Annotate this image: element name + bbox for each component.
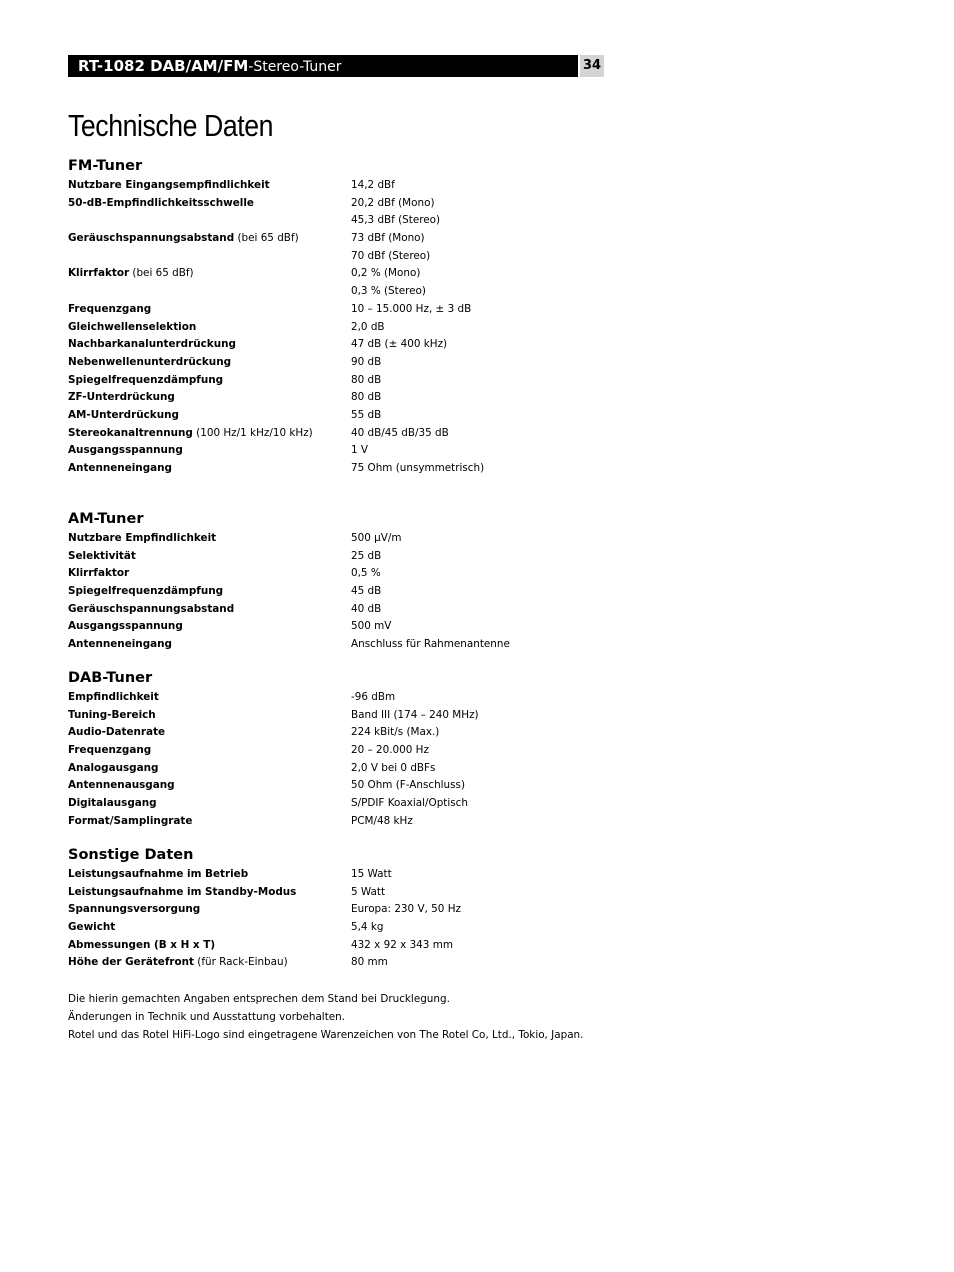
spec-row	[68, 548, 628, 566]
spec-value: 20 – 20.000 Hz	[351, 744, 429, 757]
spec-value: S/PDIF Koaxial/Optisch	[351, 797, 468, 810]
spec-label	[68, 407, 351, 425]
spec-label	[68, 248, 351, 266]
spec-label	[68, 372, 351, 390]
spec-row	[68, 442, 628, 460]
page-number: 34	[580, 55, 604, 77]
spec-row	[68, 565, 628, 583]
section-sonstige-daten	[68, 846, 628, 972]
spec-label	[68, 389, 351, 407]
spec-value: 2,0 V bei 0 dBFs	[351, 761, 436, 774]
spec-value: 40 dB	[351, 602, 382, 615]
spec-name: Format/Samplingrate	[68, 814, 193, 827]
spec-value: 0,5 %	[351, 567, 381, 580]
spec-label	[68, 283, 351, 301]
spec-row	[68, 583, 628, 601]
spec-row	[68, 248, 628, 266]
spec-label	[68, 689, 351, 707]
spec-label	[68, 954, 351, 972]
spec-value: 5 Watt	[351, 885, 386, 898]
spec-row	[68, 937, 628, 955]
spec-row	[68, 866, 628, 884]
spec-row	[68, 636, 628, 654]
page-title: Technische Daten	[68, 108, 274, 143]
section-heading: DAB-Tuner	[68, 670, 153, 686]
spec-row	[68, 319, 628, 337]
spec-value: 80 dB	[351, 391, 382, 404]
section-am-tuner	[68, 510, 628, 654]
footnotes	[68, 990, 583, 1045]
spec-name: Frequenzgang	[68, 744, 152, 757]
spec-label	[68, 636, 351, 654]
spec-label	[68, 230, 351, 248]
spec-list	[68, 530, 628, 654]
spec-row	[68, 177, 628, 195]
spec-name: Empfindlichkeit	[68, 691, 159, 703]
spec-label	[68, 460, 351, 478]
spec-label	[68, 866, 351, 884]
spec-value: 10 – 15.000 Hz, ± 3 dB	[351, 302, 472, 315]
spec-label	[68, 425, 351, 443]
spec-label	[68, 742, 351, 760]
spec-label	[68, 301, 351, 319]
section-heading: Sonstige Daten	[68, 847, 194, 863]
spec-row	[68, 919, 628, 937]
spec-label	[68, 618, 351, 636]
spec-value: 5,4 kg	[351, 921, 384, 934]
spec-row	[68, 724, 628, 742]
spec-name: Ausgangsspannung	[68, 620, 183, 633]
spec-name: Höhe der Gerätefront	[68, 956, 194, 969]
spec-name: Spannungsversorgung	[68, 903, 201, 916]
spec-row	[68, 901, 628, 919]
spec-row	[68, 354, 628, 372]
spec-label	[68, 212, 351, 230]
spec-row	[68, 760, 628, 778]
spec-value: PCM/48 kHz	[351, 814, 413, 827]
spec-label	[68, 795, 351, 813]
spec-name: Selektivität	[68, 549, 136, 562]
spec-row	[68, 601, 628, 619]
spec-value: 80 dB	[351, 373, 382, 386]
spec-row	[68, 795, 628, 813]
spec-value: Anschluss für Rahmenantenne	[351, 638, 510, 651]
spec-name: Klirrfaktor	[68, 567, 130, 580]
spec-name: Analogausgang	[68, 761, 159, 774]
spec-name: Spiegelfrequenzdämpfung	[68, 585, 224, 598]
spec-row	[68, 283, 628, 301]
spec-value: 50 Ohm (F-Anschluss)	[351, 779, 466, 792]
spec-value: 500 mV	[351, 620, 392, 633]
spec-name: Stereokanaltrennung	[68, 426, 193, 439]
spec-row	[68, 389, 628, 407]
footnote: Änderungen in Technik und Ausstattung vorbehalten.	[68, 1011, 346, 1024]
spec-name: AM-Unterdrückung	[68, 408, 179, 421]
spec-name: Abmessungen (B x H x T)	[68, 938, 216, 951]
spec-name: Leistungsaufnahme im Betrieb	[68, 868, 249, 880]
spec-name: Nebenwellenunterdrückung	[68, 355, 232, 368]
spec-label	[68, 813, 351, 831]
spec-label	[68, 195, 351, 213]
spec-name: Geräuschspannungsabstand	[68, 602, 235, 615]
spec-list	[68, 866, 628, 972]
spec-list	[68, 689, 628, 831]
spec-label	[68, 354, 351, 372]
header-model: RT-1082 DAB/AM/FM	[78, 57, 249, 75]
spec-note: (bei 65 dBf)	[129, 267, 194, 280]
spec-label	[68, 760, 351, 778]
spec-row	[68, 195, 628, 213]
spec-name: Audio-Datenrate	[68, 726, 166, 739]
spec-value: 0,2 % (Mono)	[351, 267, 421, 280]
footnote: Rotel und das Rotel HiFi-Logo sind eingetragene Warenzeichen von The Rotel Co, Ltd., Tokio, Japan.	[68, 1029, 584, 1042]
spec-label	[68, 937, 351, 955]
spec-value: 432 x 92 x 343 mm	[351, 938, 453, 951]
spec-label	[68, 601, 351, 619]
spec-label	[68, 265, 351, 283]
spec-label	[68, 884, 351, 902]
spec-label	[68, 336, 351, 354]
spec-value: 80 mm	[351, 956, 388, 969]
spec-row	[68, 530, 628, 548]
spec-name: Nachbarkanalunterdrückung	[68, 338, 236, 351]
spec-value: 55 dB	[351, 408, 382, 421]
spec-value: 0,3 % (Stereo)	[351, 285, 426, 298]
spec-name: Antenneneingang	[68, 462, 172, 474]
spec-name: Geräuschspannungsabstand	[68, 232, 235, 245]
spec-name: Antennenausgang	[68, 779, 175, 792]
spec-name: Klirrfaktor	[68, 267, 130, 280]
spec-value: 2,0 dB	[351, 320, 385, 333]
spec-value: 14,2 dBf	[351, 179, 395, 191]
spec-value: 45 dB	[351, 585, 382, 598]
spec-row	[68, 407, 628, 425]
spec-label	[68, 777, 351, 795]
spec-label	[68, 724, 351, 742]
spec-value: 90 dB	[351, 355, 382, 368]
spec-label	[68, 583, 351, 601]
spec-note: (für Rack-Einbau)	[194, 956, 288, 969]
spec-value: 500 µV/m	[351, 532, 402, 544]
spec-label	[68, 530, 351, 548]
spec-name: Nutzbare Eingangsempfindlichkeit	[68, 179, 270, 191]
spec-row	[68, 954, 628, 972]
spec-row	[68, 301, 628, 319]
spec-label	[68, 707, 351, 725]
header-bar	[68, 55, 578, 77]
spec-value: 20,2 dBf (Mono)	[351, 196, 435, 209]
spec-list	[68, 177, 628, 478]
spec-row	[68, 707, 628, 725]
section-dab-tuner	[68, 669, 628, 831]
spec-value: Europa: 230 V, 50 Hz	[351, 903, 461, 916]
spec-label	[68, 919, 351, 937]
spec-row	[68, 425, 628, 443]
spec-value: 40 dB/45 dB/35 dB	[351, 426, 449, 439]
spec-label	[68, 177, 351, 195]
spec-name: Spiegelfrequenzdämpfung	[68, 373, 224, 386]
spec-value: 1 V	[351, 444, 369, 457]
spec-value: 47 dB (± 400 kHz)	[351, 338, 448, 351]
spec-row	[68, 265, 628, 283]
spec-row	[68, 460, 628, 478]
spec-value: 73 dBf (Mono)	[351, 232, 425, 245]
spec-row	[68, 813, 628, 831]
spec-row	[68, 884, 628, 902]
spec-name: Frequenzgang	[68, 302, 152, 315]
spec-value: 70 dBf (Stereo)	[351, 249, 431, 262]
spec-value: 224 kBit/s (Max.)	[351, 726, 440, 739]
footnote: Die hierin gemachten Angaben entsprechen dem Stand bei Drucklegung.	[68, 993, 450, 1005]
spec-name: Ausgangsspannung	[68, 444, 183, 457]
header-suffix: -Stereo-Tuner	[248, 59, 342, 75]
spec-value: 25 dB	[351, 549, 382, 562]
spec-value: -96 dBm	[351, 691, 396, 703]
spec-note: (bei 65 dBf)	[234, 232, 299, 245]
spec-name: Leistungsaufnahme im Standby-Modus	[68, 885, 297, 898]
spec-value: Band III (174 – 240 MHz)	[351, 708, 479, 721]
spec-name: Nutzbare Empfindlichkeit	[68, 532, 217, 544]
spec-label	[68, 442, 351, 460]
spec-value: 45,3 dBf (Stereo)	[351, 214, 441, 227]
spec-name: Gleichwellenselektion	[68, 320, 197, 333]
spec-name: Antenneneingang	[68, 638, 172, 651]
spec-name: Digitalausgang	[68, 797, 157, 810]
spec-value: 75 Ohm (unsymmetrisch)	[351, 462, 485, 474]
spec-row	[68, 777, 628, 795]
spec-row	[68, 336, 628, 354]
spec-name: ZF-Unterdrückung	[68, 391, 175, 404]
spec-row	[68, 372, 628, 390]
spec-row	[68, 230, 628, 248]
spec-row	[68, 618, 628, 636]
spec-name: Tuning-Bereich	[68, 708, 156, 721]
spec-label	[68, 319, 351, 337]
section-heading: AM-Tuner	[68, 511, 144, 527]
spec-label	[68, 565, 351, 583]
spec-row	[68, 742, 628, 760]
section-fm-tuner	[68, 157, 628, 478]
spec-name: Gewicht	[68, 921, 116, 934]
spec-name: 50-dB-Empfindlichkeitsschwelle	[68, 196, 254, 209]
spec-note: (100 Hz/1 kHz/10 kHz)	[192, 426, 313, 439]
spec-label	[68, 548, 351, 566]
spec-row	[68, 689, 628, 707]
spec-value: 15 Watt	[351, 868, 392, 880]
section-heading: FM-Tuner	[68, 158, 143, 174]
spec-row	[68, 212, 628, 230]
spec-label	[68, 901, 351, 919]
